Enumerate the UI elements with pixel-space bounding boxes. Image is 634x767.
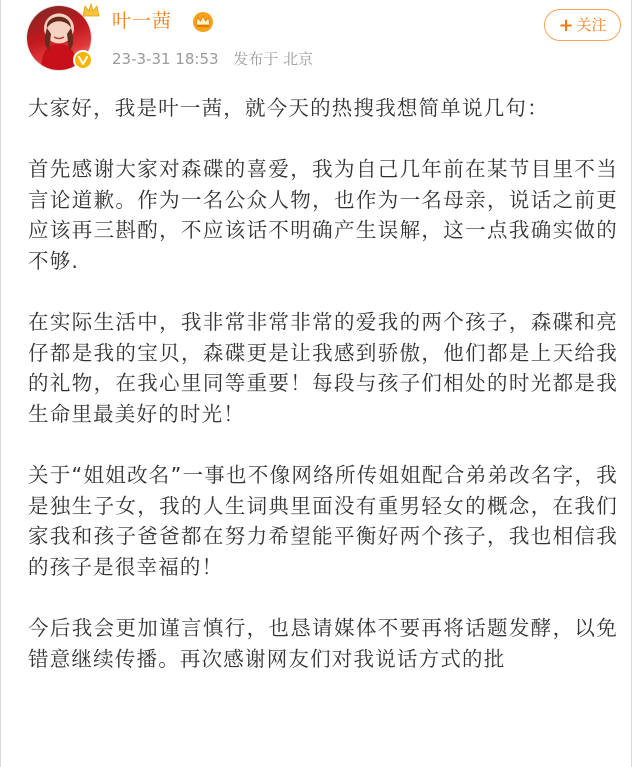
follow-button[interactable]	[544, 9, 621, 41]
post-timestamp[interactable]: 23-3-31 18:53	[112, 50, 219, 68]
post-text	[28, 93, 618, 674]
crown-vip-icon[interactable]	[191, 10, 215, 32]
post-paragraph: 在实际生活中，我非常非常非常的爱我的两个孩子，森碟和亮仔都是我的宝贝，森碟更是让我感到骄傲，他们都是上天给我的礼物，在我心里同等重要！每段与孩子们相处的时光都是我生命里最美好的时光！	[28, 310, 618, 426]
post-location: 发布于 北京	[233, 50, 314, 68]
post-meta	[112, 49, 323, 69]
user-name[interactable]: 叶一茜	[112, 10, 173, 32]
post-header	[1, 0, 631, 80]
avatar-crown-icon	[81, 2, 101, 18]
follow-button-label: 关注	[576, 16, 607, 34]
post-paragraph: 大家好，我是叶一茜，就今天的热搜我想简单说几句：	[28, 96, 549, 120]
verified-yellow-v-icon	[73, 50, 93, 70]
post-paragraph: 今后我会更加谨言慎行，也恳请媒体不要再将话题发酵，以免错意继续传播。再次感谢网友们对我说话方式的批	[28, 616, 618, 671]
user-avatar[interactable]	[27, 6, 91, 70]
post-paragraph: 首先感谢大家对森碟的喜爱，我为自己几年前在某节目里不当言论道歉。作为一名公众人物，也作为一名母亲，说话之前更应该再三斟酌，不应该话不明确产生误解，这一点我确实做的不够.	[28, 157, 618, 273]
post-paragraph: 关于“姐姐改名”一事也不像网络所传姐姐配合弟弟改名字，我是独生子女，我的人生词典里面没有重男轻女的概念，在我们家我和孩子爸爸都在努力希望能平衡好两个孩子，我也相信我的孩子是很幸福的！	[28, 463, 618, 579]
plus-icon: +	[558, 15, 574, 36]
